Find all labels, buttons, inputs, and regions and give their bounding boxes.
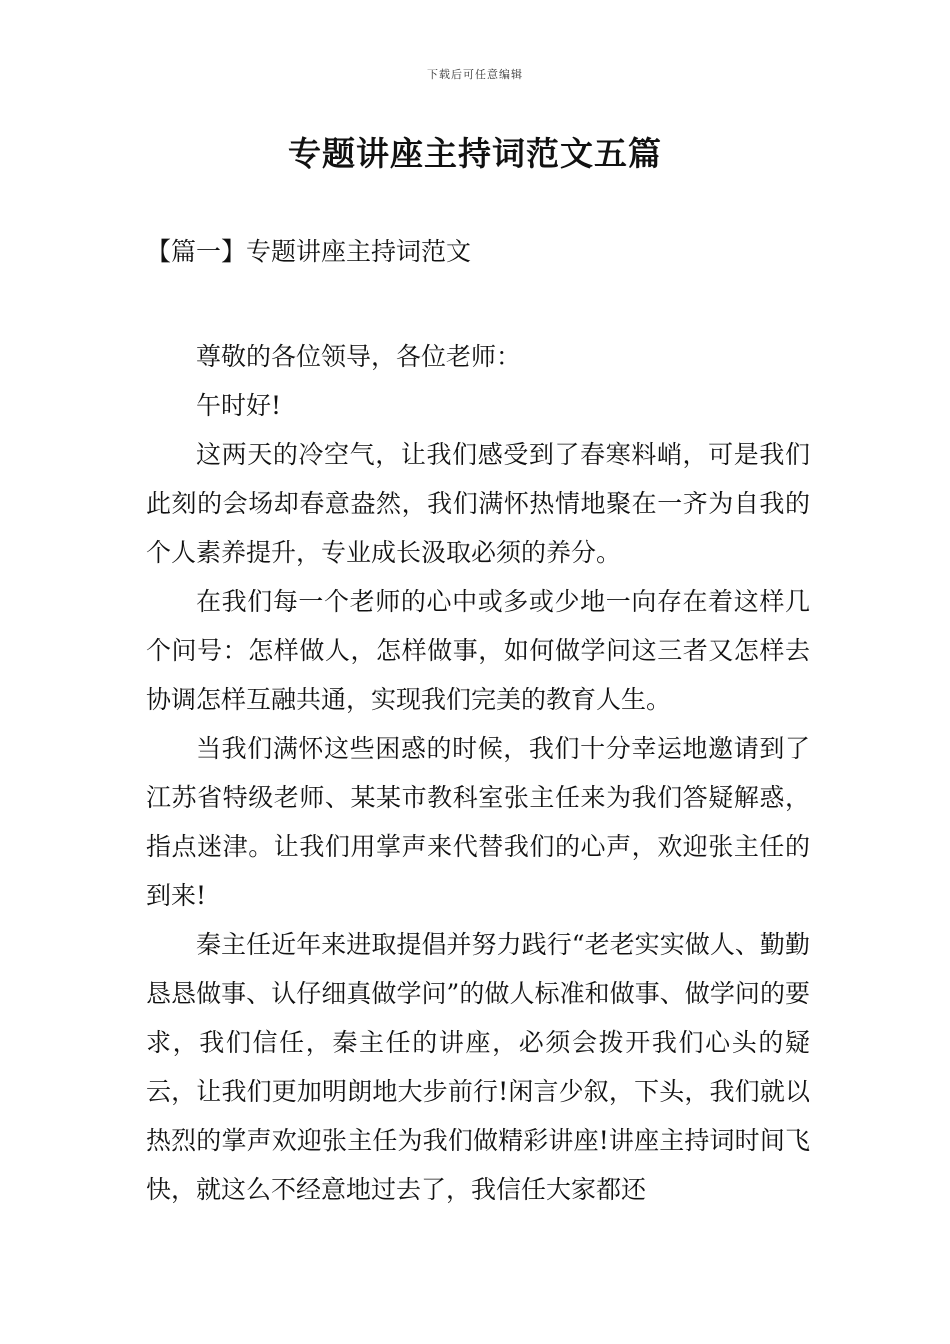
paragraph: 这两天的冷空气，让我们感受到了春寒料峭，可是我们此刻的会场却春意盎然，我们满怀热情地聚在一齐为自我的个人素养提升，专业成长汲取必须的养分。: [146, 440, 810, 567]
paragraph-salutation: 尊敬的各位领导，各位老师：: [196, 342, 522, 371]
document-title: 专题讲座主持词范文五篇: [288, 134, 662, 173]
paragraph-greeting: 午时好!: [196, 391, 282, 420]
paragraph: 在我们每一个老师的心中或多或少地一向存在着这样几个问号：怎样做人，怎样做事，如何做学问这三者又怎样去协调怎样互融共通，实现我们完美的教育人生。: [146, 587, 810, 714]
paragraph: 秦主任近年来进取提倡并努力践行“老老实实做人、勤勤恳恳做事、认仔细真做学问”的做人标准和做事、做学问的要求，我们信任，秦主任的讲座，必须会拨开我们心头的疑云，让我们更加明朗地大步前行!闲言少叙，下头，我们就以热烈的掌声欢迎张主任为我们做精彩讲座!讲座主持词时间飞快，就这么不经意地过去了，我信任大家都还: [146, 930, 810, 1204]
paragraph: 当我们满怀这些困惑的时候，我们十分幸运地邀请到了江苏省特级老师、某某市教科室张主任来为我们答疑解惑，指点迷津。让我们用掌声来代替我们的心声，欢迎张主任的到来!: [146, 734, 810, 910]
section-heading: 【篇一】专题讲座主持词范文: [146, 237, 472, 266]
body-text: [146, 332, 810, 1214]
header-note: 下载后可任意编辑: [427, 68, 523, 81]
